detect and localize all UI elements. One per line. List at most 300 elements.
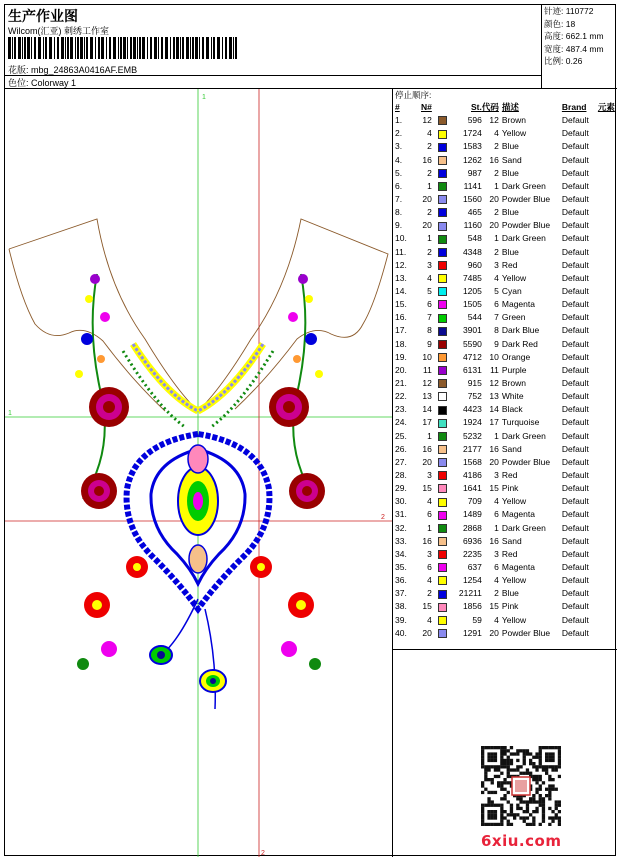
cell-stitches: 1141	[463, 180, 482, 191]
table-row	[393, 180, 617, 193]
col-header-stitches: St.	[471, 102, 482, 113]
cell-element	[598, 259, 617, 272]
cell-swatch	[432, 469, 454, 482]
cell-element	[598, 364, 617, 377]
cell-swatch	[432, 140, 454, 153]
cell-index: 9.	[395, 220, 403, 231]
table-row	[393, 232, 617, 245]
stat-scale: 比例: 0.26	[544, 56, 583, 66]
cell-index: 36.	[395, 575, 407, 586]
cell-index: 33.	[395, 535, 407, 546]
cell-needle: 6	[427, 299, 432, 310]
cell-needle: 9	[427, 338, 432, 349]
cell-description: Cyan	[501, 286, 522, 297]
cell-description: Red	[501, 548, 518, 559]
color-swatch	[438, 156, 447, 165]
cell-index: 10.	[395, 233, 407, 244]
cell-brand: Default	[561, 627, 589, 638]
cell-needle: 2	[427, 246, 432, 257]
stop-sequence-panel	[393, 89, 617, 649]
cell-swatch	[432, 285, 454, 298]
cell-needle: 2	[427, 588, 432, 599]
cell-brand: Default	[561, 483, 589, 494]
cell-needle: 2	[427, 141, 432, 152]
color-swatch	[438, 629, 447, 638]
color-swatch	[438, 379, 447, 388]
rose-upper-left	[89, 387, 129, 427]
page-title: 生产作业图	[8, 9, 78, 25]
cell-index: 27.	[395, 456, 407, 467]
cell-description: Blue	[501, 246, 519, 257]
colorway-value: Colorway 1	[31, 78, 77, 88]
table-row	[393, 416, 617, 429]
cell-stitches: 1583	[462, 141, 482, 152]
cell-brand: Default	[561, 509, 589, 520]
cell-element	[598, 206, 617, 219]
cell-stitches: 1856	[462, 601, 482, 612]
cell-index: 39.	[395, 614, 407, 625]
cell-needle: 2	[427, 167, 432, 178]
color-swatch	[438, 406, 447, 415]
cell-swatch	[432, 613, 454, 626]
cell-index: 7.	[395, 194, 403, 205]
design-stats-panel	[541, 5, 617, 89]
cell-stitches: 2235	[462, 548, 482, 559]
cell-swatch	[432, 324, 454, 337]
cell-description: Green	[501, 312, 526, 323]
cell-swatch	[432, 364, 454, 377]
color-swatch	[438, 287, 447, 296]
cell-needle: 7	[427, 312, 432, 323]
cell-needle: 3	[427, 470, 432, 480]
color-swatch	[438, 116, 447, 125]
color-swatch	[438, 550, 447, 559]
cell-index: 17.	[395, 325, 407, 336]
cell-code: 16	[489, 443, 499, 454]
cell-needle: 1	[427, 180, 432, 191]
cell-needle: 16	[422, 443, 432, 454]
table-row	[393, 193, 617, 206]
cell-swatch	[432, 377, 454, 390]
cell-index: 28.	[395, 470, 407, 480]
cell-brand: Default	[561, 154, 589, 165]
cell-brand: Default	[561, 456, 589, 467]
cell-element	[598, 219, 617, 232]
cell-index: 20.	[395, 364, 407, 375]
color-swatch	[438, 419, 447, 428]
cell-brand: Default	[561, 575, 589, 586]
cell-code: 12	[489, 115, 499, 126]
cell-stitches: 5232	[462, 430, 482, 441]
color-swatch	[438, 169, 447, 178]
cell-stitches: 465	[467, 207, 482, 218]
rose-lower-right	[289, 473, 325, 509]
cell-swatch	[432, 167, 454, 180]
cell-element	[598, 456, 617, 469]
cell-index: 22.	[395, 391, 407, 402]
cell-swatch	[432, 574, 454, 587]
cell-stitches: 987	[467, 167, 482, 178]
cell-description: Blue	[501, 588, 519, 599]
cell-needle: 13	[422, 391, 432, 402]
cell-element	[598, 285, 617, 298]
color-swatch	[438, 616, 447, 625]
cell-brand: Default	[561, 470, 589, 480]
cell-stitches: 59	[472, 614, 482, 625]
cell-code: 16	[489, 154, 499, 165]
cell-needle: 17	[422, 417, 432, 428]
color-swatch	[438, 563, 447, 572]
cell-code: 15	[489, 601, 499, 612]
cell-stitches: 1160	[463, 220, 482, 231]
cell-code: 20	[489, 456, 499, 467]
colorway-line	[8, 76, 76, 89]
cell-needle: 11	[423, 364, 432, 375]
cell-element	[598, 416, 617, 429]
cell-index: 35.	[395, 561, 407, 572]
cell-needle: 3	[427, 548, 432, 559]
cell-description: Sand	[501, 154, 522, 165]
cell-element	[598, 574, 617, 587]
cell-brand: Default	[561, 141, 589, 152]
cell-brand: Default	[561, 272, 589, 283]
cell-element	[598, 482, 617, 495]
cell-index: 15.	[395, 299, 407, 310]
table-row	[393, 219, 617, 232]
cell-description: Yellow	[501, 614, 527, 625]
col-header-element: 元素	[597, 102, 615, 113]
cell-swatch	[432, 508, 454, 521]
cell-swatch	[432, 351, 454, 364]
cell-description: Powder Blue	[501, 194, 551, 205]
cell-element	[598, 154, 617, 167]
cell-element	[598, 613, 617, 626]
cell-swatch	[432, 495, 454, 508]
cell-needle: 4	[427, 128, 432, 139]
rose-upper-right	[269, 387, 309, 427]
color-swatch	[438, 261, 447, 270]
table-row	[393, 127, 617, 140]
cell-swatch	[432, 180, 454, 193]
cell-index: 32.	[395, 522, 407, 533]
cell-needle: 6	[427, 561, 432, 572]
cell-stitches: 1924	[462, 417, 482, 428]
cell-needle: 1	[427, 430, 432, 441]
cell-code: 6	[494, 299, 499, 310]
cell-brand: Default	[561, 299, 589, 310]
cell-index: 1.	[395, 115, 403, 126]
cell-stitches: 1262	[462, 154, 482, 165]
cell-stitches: 3901	[462, 325, 482, 336]
cell-code: 6	[494, 509, 499, 520]
cell-code: 5	[494, 286, 499, 297]
color-swatch	[438, 484, 447, 493]
table-row	[393, 443, 617, 456]
cell-needle: 8	[427, 325, 432, 336]
cell-description: Dark Blue	[501, 325, 540, 336]
axis-label-v2: 2	[261, 850, 265, 857]
color-swatch	[438, 143, 447, 152]
cell-swatch	[432, 246, 454, 259]
cell-description: Red	[501, 470, 518, 480]
cell-element	[598, 495, 617, 508]
table-header-row	[393, 101, 617, 114]
cell-swatch	[432, 548, 454, 561]
table-row	[393, 535, 617, 548]
cell-swatch	[432, 482, 454, 495]
cell-description: White	[501, 391, 524, 402]
embroidery-design	[5, 89, 393, 857]
cell-swatch	[432, 272, 454, 285]
color-swatch	[438, 511, 447, 520]
cell-swatch	[432, 430, 454, 443]
cell-element	[598, 311, 617, 324]
cell-description: Sand	[501, 535, 522, 546]
cell-code: 16	[489, 535, 499, 546]
color-swatch	[438, 353, 447, 362]
cell-description: Turquoise	[501, 417, 540, 428]
color-swatch	[438, 603, 447, 612]
color-swatch	[438, 576, 447, 585]
cell-brand: Default	[561, 246, 589, 257]
cell-needle: 16	[422, 154, 432, 165]
cell-stitches: 548	[467, 233, 482, 244]
color-swatch	[438, 300, 447, 309]
cell-swatch	[432, 587, 454, 600]
cell-swatch	[432, 403, 454, 416]
cell-stitches: 4186	[462, 470, 482, 480]
cell-description: Pink	[501, 601, 519, 612]
cell-brand: Default	[561, 351, 589, 362]
cell-element	[598, 561, 617, 574]
cell-brand: Default	[561, 443, 589, 454]
table-row	[393, 430, 617, 443]
table-row	[393, 627, 617, 640]
cell-index: 37.	[395, 588, 407, 599]
cell-brand: Default	[561, 115, 589, 126]
cell-index: 26.	[395, 443, 407, 454]
qr-code-image	[481, 746, 561, 826]
cell-description: Blue	[501, 207, 519, 218]
cell-description: Powder Blue	[501, 220, 551, 231]
cell-element	[598, 390, 617, 403]
cell-code: 4	[494, 614, 499, 625]
production-worksheet	[4, 4, 616, 856]
cell-index: 5.	[395, 167, 403, 178]
cell-stitches: 960	[467, 259, 482, 270]
table-row	[393, 338, 617, 351]
cell-description: Brown	[501, 378, 526, 389]
cell-swatch	[432, 627, 454, 640]
cell-stitches: 21211	[458, 588, 482, 599]
cell-needle: 4	[427, 575, 432, 586]
cell-description: Yellow	[501, 128, 527, 139]
cell-code: 4	[494, 272, 499, 283]
cell-description: Dark Green	[501, 430, 546, 441]
cell-brand: Default	[561, 561, 589, 572]
cell-element	[598, 627, 617, 640]
cell-stitches: 6131	[462, 364, 482, 375]
cell-element	[598, 548, 617, 561]
cell-code: 4	[494, 575, 499, 586]
cell-element	[598, 127, 617, 140]
cell-stitches: 1641	[462, 483, 482, 494]
cell-description: Magenta	[501, 509, 535, 520]
cell-code: 17	[489, 417, 499, 428]
cell-needle: 1	[427, 522, 432, 533]
cell-brand: Default	[561, 496, 589, 507]
table-row	[393, 548, 617, 561]
colorway-label: 色位:	[8, 78, 29, 88]
cell-swatch	[432, 206, 454, 219]
cell-needle: 20	[422, 220, 432, 231]
cell-code: 6	[494, 561, 499, 572]
col-header-brand: Brand	[561, 102, 587, 113]
barcode-image	[8, 37, 238, 59]
cell-stitches: 1724	[462, 128, 482, 139]
cell-needle: 12	[422, 115, 432, 126]
cell-description: Magenta	[501, 299, 535, 310]
cell-swatch	[432, 127, 454, 140]
color-swatch	[438, 432, 447, 441]
cell-index: 21.	[395, 378, 407, 389]
cell-stitches: 4712	[462, 351, 482, 362]
watermark-text: 6xiu.com	[481, 832, 562, 850]
cell-element	[598, 193, 617, 206]
cell-code: 14	[489, 404, 499, 415]
neckline-outline	[9, 219, 388, 411]
cell-description: Powder Blue	[501, 456, 551, 467]
cell-element	[598, 587, 617, 600]
rose-lower-left	[81, 473, 117, 509]
table-row	[393, 154, 617, 167]
cell-brand: Default	[561, 391, 589, 402]
color-swatch	[438, 590, 447, 599]
cell-brand: Default	[561, 167, 589, 178]
cell-stitches: 1205	[462, 286, 482, 297]
table-row	[393, 495, 617, 508]
table-row	[393, 259, 617, 272]
cell-needle: 6	[427, 509, 432, 520]
cell-element	[598, 232, 617, 245]
color-swatch	[438, 524, 447, 533]
cell-code: 1	[494, 180, 499, 191]
cell-brand: Default	[561, 548, 589, 559]
cell-stitches: 1505	[462, 299, 482, 310]
cell-code: 2	[494, 141, 499, 152]
table-row	[393, 377, 617, 390]
color-swatch	[438, 130, 447, 139]
cell-description: Orange	[501, 351, 531, 362]
cell-swatch	[432, 219, 454, 232]
cell-stitches: 4348	[462, 246, 482, 257]
cell-brand: Default	[561, 378, 589, 389]
cell-description: Dark Green	[501, 180, 546, 191]
cell-stitches: 752	[467, 391, 482, 402]
color-swatch	[438, 366, 447, 375]
cell-element	[598, 140, 617, 153]
cell-code: 1	[494, 522, 499, 533]
cell-swatch	[432, 456, 454, 469]
cell-index: 29.	[395, 483, 407, 494]
cell-code: 10	[489, 351, 499, 362]
cell-brand: Default	[561, 180, 589, 191]
cell-code: 2	[494, 588, 499, 599]
cell-swatch	[432, 298, 454, 311]
cell-code: 2	[494, 207, 499, 218]
cell-code: 3	[494, 548, 499, 559]
cell-code: 4	[494, 496, 499, 507]
design-file-label: 花版:	[8, 65, 29, 75]
cell-index: 16.	[395, 312, 407, 323]
stat-height: 高度: 662.1 mm	[544, 31, 604, 41]
stat-colors: 颜色: 18	[544, 18, 576, 29]
cell-brand: Default	[561, 312, 589, 323]
cell-brand: Default	[561, 194, 589, 205]
cell-stitches: 2177	[462, 443, 482, 454]
cell-code: 1	[494, 430, 499, 441]
cell-index: 40.	[395, 627, 407, 638]
design-preview	[5, 89, 393, 857]
cell-element	[598, 324, 617, 337]
color-swatch	[438, 340, 447, 349]
cell-brand: Default	[561, 338, 589, 349]
cell-element	[598, 351, 617, 364]
cell-code: 13	[489, 391, 499, 402]
cell-index: 31.	[395, 509, 407, 520]
cell-description: Blue	[501, 141, 519, 152]
cell-index: 3.	[395, 141, 403, 152]
cell-description: Brown	[501, 115, 526, 126]
cell-needle: 10	[422, 351, 432, 362]
cell-code: 12	[489, 378, 499, 389]
cell-element	[598, 298, 617, 311]
cell-needle: 4	[427, 614, 432, 625]
cell-needle: 2	[427, 207, 432, 218]
cell-brand: Default	[561, 522, 589, 533]
color-swatch	[438, 274, 447, 283]
cell-needle: 14	[422, 404, 432, 415]
cell-brand: Default	[561, 588, 589, 599]
cell-brand: Default	[561, 430, 589, 441]
cell-index: 6.	[395, 180, 403, 191]
cell-description: Dark Green	[501, 233, 546, 244]
cell-description: Yellow	[501, 496, 527, 507]
cell-element	[598, 535, 617, 548]
cell-stitches: 544	[467, 312, 482, 323]
axis-label-h1: 1	[8, 410, 12, 417]
stat-width: 宽度: 487.4 mm	[544, 43, 604, 54]
cell-stitches: 2868	[462, 522, 482, 533]
table-row	[393, 285, 617, 298]
cell-swatch	[432, 522, 454, 535]
cell-brand: Default	[561, 233, 589, 244]
cell-code: 3	[494, 259, 499, 270]
cell-needle: 4	[427, 272, 432, 283]
cell-index: 2.	[395, 128, 403, 139]
cell-swatch	[432, 154, 454, 167]
cell-brand: Default	[561, 207, 589, 218]
stop-sequence-table	[393, 101, 617, 640]
color-swatch	[438, 235, 447, 244]
left-floral-spray	[75, 274, 110, 499]
cell-description: Sand	[501, 443, 522, 454]
cell-index: 34.	[395, 548, 407, 559]
table-row	[393, 246, 617, 259]
col-header-needle: N#	[421, 102, 432, 113]
cell-element	[598, 522, 617, 535]
cell-index: 13.	[395, 272, 407, 283]
